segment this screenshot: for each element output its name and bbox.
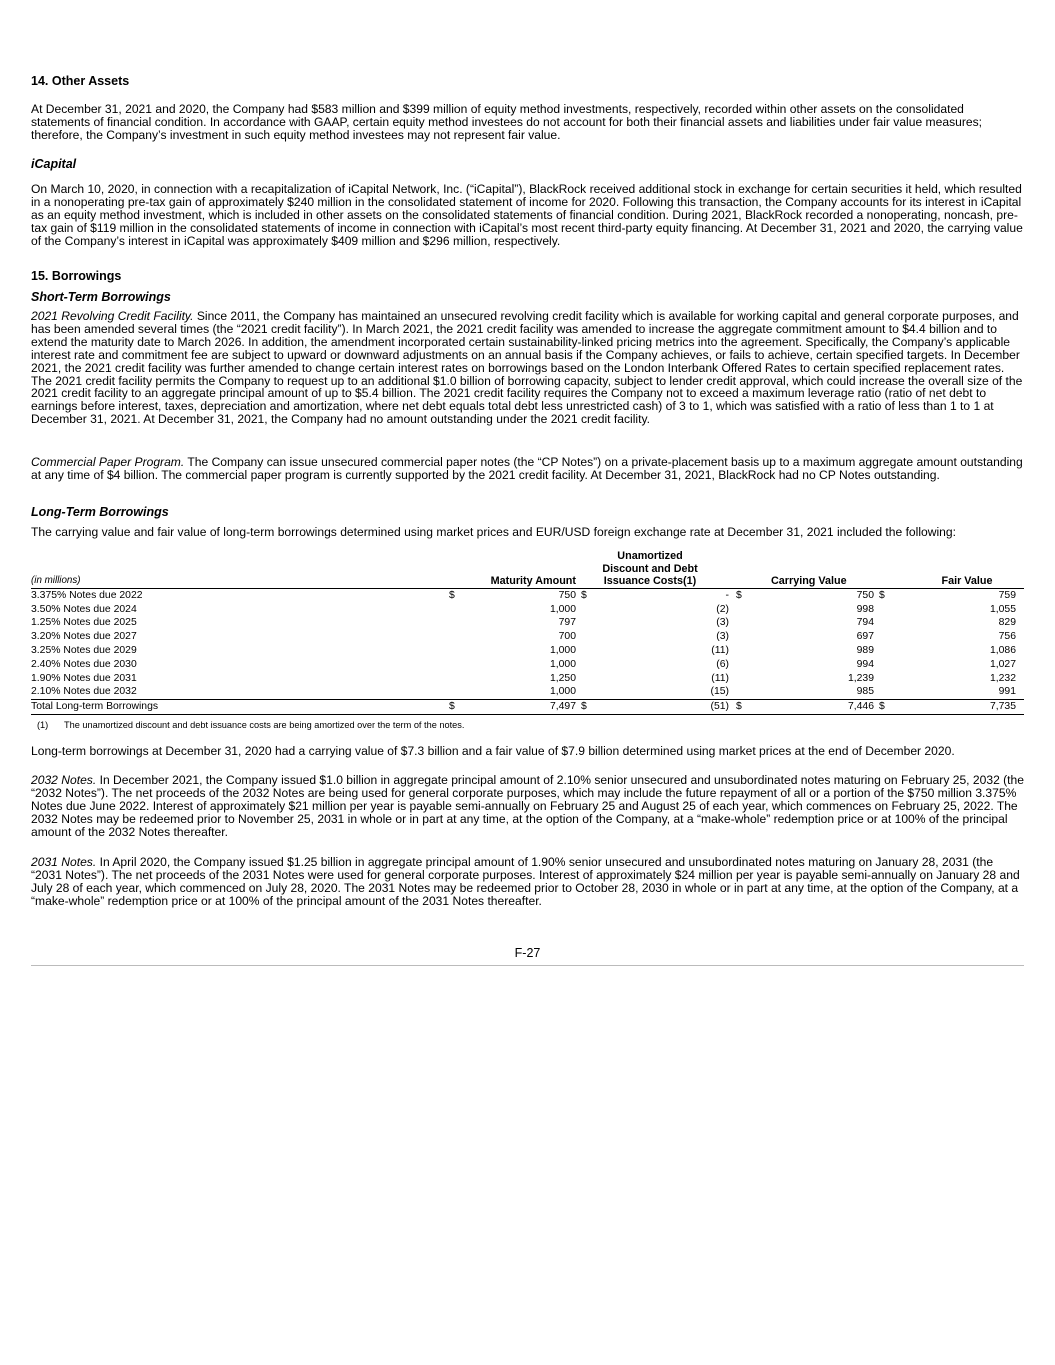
- fair-value: 1,027: [989, 658, 1016, 670]
- table-row: [31, 588, 1024, 602]
- table-body: [31, 588, 1024, 714]
- carrying-value: 7,446: [771, 700, 876, 715]
- discount-amount: (11): [711, 672, 729, 684]
- notes-2031-lead: 2031 Notes.: [31, 855, 97, 869]
- maturity-amount: 7,497: [460, 700, 578, 715]
- row-label: 3.375% Notes due 2022: [31, 589, 143, 601]
- maturity-amount: 750: [558, 589, 576, 601]
- carrying-value: 1,239: [847, 672, 874, 684]
- currency-symbol: [578, 630, 618, 644]
- icapital-subheading: iCapital: [31, 157, 77, 171]
- maturity-amount: 797: [558, 617, 576, 629]
- commercial-paper-text: The Company can issue unsecured commercial paper notes (the “CP Notes”) on a private-placement basis up to a maximum aggregate amount outstanding at any time of $4 billion. The commercial paper program is currently supported by the 2021 credit facility. At December 31, 2021, BlackRock had no CP Notes outstanding.: [31, 455, 1023, 482]
- equity-method-paragraph: At December 31, 2021 and 2020, the Company had $583 million and $399 million of equity method investments, respectively, recorded within other assets on the consolidated statements of financial condition. In accordance with GAAP, certain equity method investees do not account for both their financial assets and liabilities under fair value measures; therefore, the Company’s investment in such equity method investees may not represent fair value.: [31, 102, 983, 142]
- col-carrying-value: Carrying Value: [771, 550, 876, 588]
- carrying-value: 989: [856, 644, 874, 656]
- revolving-credit-text: Since 2011, the Company has maintained an unsecured revolving credit facility which is available for working capital and general corporate purposes, and has been amended several times (the “2021 credit facility”). In March 2021, the 2021 credit facility was amended to increase the aggregate commitment amount to $4.4 billion and to extend the maturity date to March 2026. In addition, the amendment incorporated certain sustainability-linked pricing metrics into the agreement. Specifically, the Company’s applicable interest rate and commitment fee are subject to upward or downward adjustments on an annual basis if the Company achieves, or fails to achieve, certain specified targets. In December 2021, the 2021 credit facility was further amended to change certain interest rates on borrowings based on the London Interbank Offered Rates to certain specified replacement rates. The 2021 credit facility permits the Company to request up to an additional $1.0 billion of borrowing capacity, subject to lender credit approval, which could increase the overall size of the 2021 credit facility to an aggregate principal amount of up to $5.4 billion. The 2021 credit facility requires the Company not to exceed a maximum leverage ratio (ratio of net debt to earnings before interest, taxes, depreciation and amortization, where net debt equals total debt less unrestricted cash) of 3 to 1, which was satisfied with a ratio of less than 1 to 1 at December 31, 2021. At December 31, 2021, the Company had no amount outstanding under the 2021 credit facility.: [31, 309, 1023, 427]
- revolving-credit-paragraph: [31, 310, 1024, 426]
- currency-symbol: $: [733, 700, 771, 715]
- carrying-value: 794: [856, 617, 874, 629]
- commercial-paper-paragraph: [31, 456, 1024, 482]
- currency-symbol: [578, 672, 618, 686]
- table-row: [31, 644, 1024, 658]
- maturity-amount: 1,000: [549, 644, 576, 656]
- discount-amount: (11): [711, 644, 729, 656]
- row-label: 1.25% Notes due 2025: [31, 617, 137, 629]
- col-fair-value: Fair Value: [910, 550, 1024, 588]
- discount-amount: (3): [716, 631, 729, 643]
- row-label: 3.20% Notes due 2027: [31, 631, 137, 643]
- short-term-heading: Short-Term Borrowings: [31, 290, 171, 304]
- discount-amount: (3): [716, 617, 729, 629]
- currency-symbol: [733, 630, 771, 644]
- notes-2032-text: In December 2021, the Company issued $1.0 billion in aggregate principal amount of 2.10% senior unsecured and unsubordinated notes maturing on February 25, 2032 (the “2032 Notes”). The net proceeds of the 2032 Notes are being used for general corporate purposes, which may include the future repayment of all or a portion of the $750 million 3.375% Notes due June 2022. Interest of approximately $21 million per year is payable semi-annually on February 25 and August 25 of each year, which commences on February 25, 2022. The 2032 Notes may be redeemed prior to November 25, 2031 in whole or in part at any time, at the option of the Company, at a “make-whole” redemption price or at 100% of the principal amount of the 2032 Notes thereafter.: [31, 773, 1024, 839]
- revolving-credit-lead: 2021 Revolving Credit Facility.: [31, 309, 194, 323]
- discount-amount: -: [725, 589, 729, 601]
- carrying-value: 985: [771, 685, 876, 699]
- row-label: 3.50% Notes due 2024: [31, 603, 137, 615]
- page-number: F-27: [514, 946, 541, 960]
- maturity-amount: 700: [558, 631, 576, 643]
- row-label: 2.10% Notes due 2032: [31, 685, 446, 699]
- currency-symbol: [446, 616, 460, 630]
- currency-symbol: [733, 616, 771, 630]
- currency-symbol: $: [879, 589, 885, 601]
- fair-value: 829: [998, 617, 1016, 629]
- fair-value: 756: [998, 631, 1016, 643]
- col-unamortized-discount: Unamortized Discount and Debt Issuance Costs(1): [618, 550, 733, 588]
- row-label: 3.25% Notes due 2029: [31, 644, 137, 656]
- table-row: [31, 658, 1024, 672]
- discount-amount: (2): [716, 603, 729, 615]
- table-row: [31, 603, 1024, 617]
- maturity-amount: 1,250: [549, 672, 576, 684]
- fair-value: 991: [910, 685, 1024, 699]
- currency-symbol: [446, 630, 460, 644]
- notes-2032-lead: 2032 Notes.: [31, 773, 97, 787]
- discount-amount: (6): [716, 658, 729, 670]
- table-header-row: [31, 550, 1024, 588]
- fair-value: 1,086: [989, 644, 1016, 656]
- currency-symbol: [446, 603, 460, 617]
- currency-symbol: [733, 603, 771, 617]
- section-14-heading: 14. Other Assets: [31, 74, 130, 88]
- maturity-amount: 1,000: [549, 603, 576, 615]
- borrowings-2020-paragraph: Long-term borrowings at December 31, 2020 had a carrying value of $7.3 billion and a fair value of $7.9 billion determined using market prices at the end of December 2020.: [31, 744, 955, 758]
- total-row: [31, 700, 1024, 715]
- currency-symbol: [578, 644, 618, 658]
- currency-symbol: [876, 630, 910, 644]
- currency-symbol: [876, 658, 910, 672]
- table-footnote: [31, 719, 464, 731]
- currency-symbol: $: [581, 589, 587, 601]
- units-label: (in millions): [31, 550, 446, 588]
- fair-value: 1,232: [989, 672, 1016, 684]
- currency-symbol: $: [736, 589, 742, 601]
- currency-symbol: [578, 658, 618, 672]
- long-term-borrowings-table: [31, 550, 1024, 715]
- fair-value: 1,055: [989, 603, 1016, 615]
- col-maturity-amount: Maturity Amount: [460, 550, 578, 588]
- currency-symbol: $: [446, 700, 460, 715]
- fair-value: 759: [998, 589, 1016, 601]
- currency-symbol: [446, 658, 460, 672]
- currency-symbol: [446, 685, 460, 699]
- icapital-paragraph: On March 10, 2020, in connection with a recapitalization of iCapital Network, Inc. (“iCapital”), BlackRock received additional stock in exchange for certain securities it held, which resulted in a nonoperating pre-tax gain of approximately $240 million in the consolidated statement of income for 2020. Following this transaction, the Company accounts for its interest in iCapital as an equity method investment, which is included in other assets on the consolidated statements of financial condition. During 2021, BlackRock recorded a nonoperating, noncash, pre-tax gain of $119 million in the consolidated statements of income in connection with iCapital’s most recent third-party equity financing. At December 31, 2021 and 2020, the carrying value of the Company’s interest in iCapital was approximately $409 million and $296 million, respectively.: [31, 182, 1023, 248]
- carrying-value: 998: [856, 603, 874, 615]
- notes-2031-paragraph: [31, 856, 1024, 908]
- footnote-text: The unamortized discount and debt issuance costs are being amortized over the term of the notes.: [64, 720, 465, 730]
- discount-amount: (15): [618, 685, 733, 699]
- currency-symbol: [876, 685, 910, 699]
- currency-symbol: [733, 672, 771, 686]
- long-term-heading: Long-Term Borrowings: [31, 505, 169, 519]
- currency-symbol: [446, 672, 460, 686]
- maturity-amount: 1,000: [549, 658, 576, 670]
- table-row: [31, 672, 1024, 686]
- carrying-value: 697: [856, 631, 874, 643]
- currency-symbol: [578, 603, 618, 617]
- commercial-paper-lead: Commercial Paper Program.: [31, 455, 185, 469]
- long-term-intro: The carrying value and fair value of long-term borrowings determined using market prices and EUR/USD foreign exchange rate at December 31, 2021 included the following:: [31, 525, 956, 539]
- carrying-value: 750: [856, 589, 874, 601]
- section-15-heading: 15. Borrowings: [31, 269, 122, 283]
- row-label: Total Long-term Borrowings: [31, 700, 446, 715]
- currency-symbol: [876, 603, 910, 617]
- footnote-mark: (1): [37, 720, 49, 730]
- carrying-value: 994: [856, 658, 874, 670]
- currency-symbol: [578, 685, 618, 699]
- currency-symbol: [876, 616, 910, 630]
- fair-value: 7,735: [910, 700, 1024, 715]
- currency-symbol: [446, 644, 460, 658]
- currency-symbol: [876, 672, 910, 686]
- table-row: [31, 616, 1024, 630]
- currency-symbol: [578, 616, 618, 630]
- currency-symbol: [733, 685, 771, 699]
- currency-symbol: [733, 644, 771, 658]
- table-row: [31, 685, 1024, 699]
- currency-symbol: $: [876, 700, 910, 715]
- notes-2032-paragraph: [31, 774, 1024, 839]
- currency-symbol: [733, 658, 771, 672]
- currency-symbol: $: [578, 700, 618, 715]
- row-label: 1.90% Notes due 2031: [31, 672, 137, 684]
- currency-symbol: [876, 644, 910, 658]
- page-divider: [31, 965, 1024, 966]
- discount-amount: (51): [618, 700, 733, 715]
- table-row: [31, 630, 1024, 644]
- currency-symbol: $: [449, 589, 455, 601]
- row-label: 2.40% Notes due 2030: [31, 658, 137, 670]
- notes-2031-text: In April 2020, the Company issued $1.25 billion in aggregate principal amount of 1.90% senior unsecured and unsubordinated notes maturing on January 28, 2031 (the “2031 Notes”). The net proceeds of the 2031 Notes were used for general corporate purposes. Interest of approximately $24 million per year is payable semi-annually on January 28 and July 28 of each year, which commenced on July 28, 2020. The 2031 Notes may be redeemed prior to October 28, 2030 in whole or in part at any time, at the option of the Company, at a “make-whole” redemption price or at 100% of the principal amount of the 2031 Notes thereafter.: [31, 855, 1020, 908]
- maturity-amount: 1,000: [460, 685, 578, 699]
